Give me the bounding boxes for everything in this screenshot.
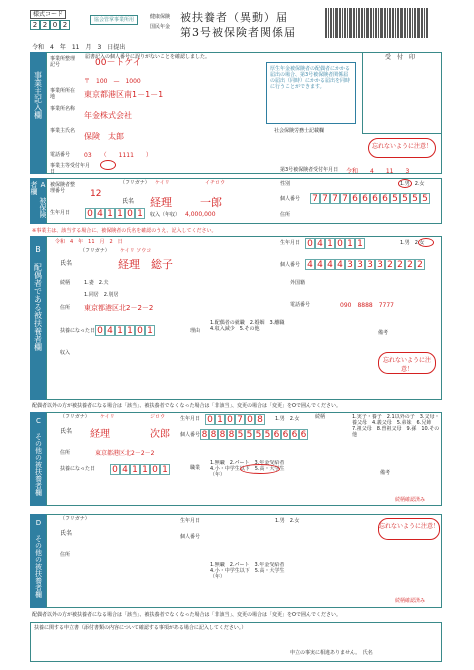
digit: 1 bbox=[215, 414, 225, 425]
insured-section-label: A 被保険者欄 bbox=[30, 178, 46, 224]
spouse-gender-circle bbox=[418, 238, 434, 247]
insured-gender-label: 性別 bbox=[280, 181, 291, 187]
digit: 6 bbox=[360, 193, 370, 204]
title-line1: 被扶養者（異動）届 bbox=[180, 11, 288, 24]
spouse-name-label: 氏名 bbox=[60, 260, 73, 267]
insured-gender-options: 1.男 2.女 bbox=[400, 181, 425, 187]
business-name: 年金株式会社 bbox=[84, 111, 132, 120]
digit: 1 bbox=[115, 325, 125, 336]
form-code-digit: 2 bbox=[40, 20, 50, 30]
other2-address-label: 住所 bbox=[60, 552, 71, 558]
spouse-phone: 090 8888 7777 bbox=[340, 302, 394, 309]
submit-date: 令和 4 年 11 月 3 日提出 bbox=[32, 44, 126, 51]
digit: 7 bbox=[235, 414, 245, 425]
digit: 1 bbox=[115, 208, 125, 219]
digit: 3 bbox=[345, 259, 355, 270]
other1-mynumber-digits bbox=[200, 429, 308, 440]
digit: 6 bbox=[370, 193, 380, 204]
digit: 3 bbox=[375, 259, 385, 270]
callout-spouse: 忘れないように注意！ bbox=[378, 352, 436, 374]
digit: 1 bbox=[145, 325, 155, 336]
form-code-digit: 2 bbox=[60, 20, 70, 30]
other1-note-label: 備考 bbox=[380, 470, 391, 476]
other1-section-label: C その他の被扶養者欄 bbox=[30, 412, 46, 506]
spouse-kana: ケイリ ソウコ bbox=[120, 248, 152, 254]
insured-birth-label: 生年月日 bbox=[50, 210, 71, 216]
digit: 4 bbox=[335, 259, 345, 270]
insured-mynumber-digits bbox=[310, 193, 430, 204]
digit: 8 bbox=[228, 429, 235, 440]
spouse-birth-label: 生年月日 bbox=[280, 240, 301, 246]
insured-number: 12 bbox=[90, 189, 102, 199]
digit: 0 bbox=[305, 238, 315, 249]
digit: 5 bbox=[264, 429, 271, 440]
business-section-label: 事業主記入欄 bbox=[30, 52, 46, 174]
digit: 4 bbox=[315, 238, 325, 249]
digit: 0 bbox=[95, 325, 105, 336]
spouse-name: 経理 総子 bbox=[118, 258, 173, 271]
digit: 4 bbox=[305, 259, 315, 270]
other1-gender-options: 1.男 2.女 bbox=[275, 416, 300, 422]
digit: 5 bbox=[410, 193, 420, 204]
digit: 8 bbox=[210, 429, 217, 440]
spouse-start-label: 扶養になった日 bbox=[60, 328, 96, 334]
digit: 1 bbox=[325, 238, 335, 249]
spouse-relation-label: 続柄 bbox=[60, 280, 71, 286]
insured-number-label: 被保険者整理番号 bbox=[50, 182, 76, 194]
callout-insured: 忘れないように注意！ bbox=[368, 138, 436, 158]
other2-kana-label: （フリガナ） bbox=[60, 516, 90, 522]
received-stamp-box bbox=[362, 52, 442, 134]
spouse-reason-label: 理由 bbox=[190, 328, 201, 334]
spouse-address-label: 住所 bbox=[60, 305, 71, 311]
insured-given: 一郎 bbox=[200, 196, 222, 209]
digit: 0 bbox=[335, 238, 345, 249]
digit: 1 bbox=[125, 325, 135, 336]
insured-name-label: 氏名 bbox=[122, 198, 135, 205]
spouse-mynumber-label: 個人番号 bbox=[280, 262, 301, 268]
insured-kana-given: イチロウ bbox=[205, 180, 226, 186]
spouse-bottom-note: 配偶者以外の方が被扶養者になる場合は「該当」、被扶養者でなくなった場合は「非該当」、変更の場合は「変更」をOで囲んでください。 bbox=[32, 403, 341, 409]
insured-kana-surname: ケイリ bbox=[155, 180, 170, 186]
other2-name-label: 氏名 bbox=[60, 530, 73, 537]
spouse-status-options: 1.同居 2.別居 bbox=[84, 292, 119, 298]
other2-section-label: D その他の被扶養者欄 bbox=[30, 514, 46, 608]
digit: 0 bbox=[85, 208, 95, 219]
office-code: 00－トケイ bbox=[95, 58, 142, 68]
other1-address: 東京都港区北2－2－2 bbox=[95, 450, 155, 457]
digit: 3 bbox=[365, 259, 375, 270]
business-zip: 〒 100 — 1000 bbox=[84, 78, 141, 85]
digit: 7 bbox=[310, 193, 320, 204]
declaration-signature: 申立の事実に相違ありません。 氏名 bbox=[290, 650, 373, 656]
business-phone: 03 （ 1111 ） bbox=[84, 152, 152, 159]
digit: 6 bbox=[380, 193, 390, 204]
digit: 6 bbox=[300, 429, 307, 440]
stamp-label: 協会管掌事業所用 bbox=[90, 15, 138, 25]
digit: 2 bbox=[385, 259, 395, 270]
info-box: 厚生年金被保険者の配偶者にかかる届出の場合、第3号被保険者関係届の届出（同時）にかかる届出を同時に行うことができます。 bbox=[266, 62, 356, 124]
other1-address-label: 住所 bbox=[60, 450, 71, 456]
digit: 5 bbox=[246, 429, 253, 440]
title-line2: 第3号被保険者関係届 bbox=[180, 26, 296, 39]
labor-label: 社会保険労務士記載欄 bbox=[274, 128, 325, 134]
spouse-address: 東京都港区北2－2－2 bbox=[84, 304, 154, 312]
digit: 5 bbox=[390, 193, 400, 204]
digit: 5 bbox=[400, 193, 410, 204]
insured-income: 4,000,000 bbox=[185, 211, 216, 218]
digit: 2 bbox=[405, 259, 415, 270]
digit: 2 bbox=[415, 259, 425, 270]
digit: 1 bbox=[135, 208, 145, 219]
digit: 4 bbox=[95, 208, 105, 219]
spouse-birth-digits bbox=[305, 238, 365, 249]
spouse-note-label: 備考 bbox=[378, 330, 389, 336]
insured-birth-digits bbox=[85, 208, 145, 219]
spouse-gender-options: 1.男 2.女 bbox=[400, 240, 425, 246]
digit: 8 bbox=[201, 429, 208, 440]
spouse-phone-label: 電話番号 bbox=[290, 302, 311, 308]
other1-kana-label: （フリガナ） bbox=[60, 414, 90, 420]
digit: 1 bbox=[105, 208, 115, 219]
spouse-relation-options: 1.妻 2.夫 bbox=[84, 280, 109, 286]
digit: 8 bbox=[255, 414, 265, 425]
other2-mynumber-label: 個人番号 bbox=[180, 534, 201, 540]
other1-birth-digits bbox=[205, 414, 265, 425]
footer-instruction: 配偶者以外の方が被扶養者になる場合は「該当」、被扶養者でなくなった場合は「非該当」、変更の場合は「変更」をOで囲んでください。 bbox=[32, 612, 341, 618]
digit: 8 bbox=[219, 429, 226, 440]
insured-kana-label: （フリガナ） bbox=[120, 180, 150, 186]
other2-gender-options: 1.男 2.女 bbox=[275, 518, 300, 524]
received-label: 受 付 印 bbox=[385, 54, 416, 61]
insured-surname: 経理 bbox=[150, 196, 172, 209]
digit: 5 bbox=[237, 429, 244, 440]
digit: 0 bbox=[135, 325, 145, 336]
business-note-top: 届書記入の個人番号に誤りがないことを確認しました。 bbox=[85, 54, 211, 60]
other1-occupation-circle bbox=[240, 464, 280, 474]
other1-name-label: 氏名 bbox=[60, 428, 73, 435]
digit: 5 bbox=[420, 193, 430, 204]
digit: 0 bbox=[225, 414, 235, 425]
spouse-notice: ※事業主は、該当する場合に、被保険者の氏名を確認のうえ、記入してください。 bbox=[32, 228, 217, 234]
other2-check-label: 続柄確認済み bbox=[395, 598, 426, 604]
other1-start-digits bbox=[110, 464, 170, 475]
digit: 6 bbox=[350, 193, 360, 204]
declaration-note: 扶養に関する申立書（添付書類の内容について確認する事項がある場合に記入してください。） bbox=[34, 625, 247, 631]
spouse-mynumber-digits bbox=[305, 259, 425, 270]
digit: 1 bbox=[160, 464, 170, 475]
form-code-label: 様式コード bbox=[30, 10, 66, 19]
digit: 3 bbox=[355, 259, 365, 270]
spouse-kana-label: （フリガナ） bbox=[80, 248, 110, 254]
form-code-digits bbox=[30, 20, 70, 30]
business-owner: 保険 太郎 bbox=[84, 132, 124, 141]
digit: 6 bbox=[282, 429, 289, 440]
digit: 1 bbox=[345, 238, 355, 249]
digit: 7 bbox=[340, 193, 350, 204]
receive-date-label: 事業主等受付年月日 bbox=[50, 163, 91, 175]
third-label: 第3号被保険者受付年月日 bbox=[280, 167, 339, 173]
other1-relation-label: 続柄 bbox=[315, 414, 326, 420]
digit: 4 bbox=[120, 464, 130, 475]
spouse-section-label: B 配偶者である被扶養者欄 bbox=[30, 236, 46, 400]
digit: 0 bbox=[245, 414, 255, 425]
insured-income-label: 収入（年収） bbox=[150, 212, 181, 218]
barcode bbox=[325, 8, 428, 38]
other1-kana-surname: ケイリ bbox=[100, 414, 115, 420]
digit: 1 bbox=[140, 464, 150, 475]
type-pension: 国民年金 bbox=[150, 24, 171, 30]
other2-birth-label: 生年月日 bbox=[180, 518, 201, 524]
spouse-reason-options: 1.配偶者の就職 2.婚姻 3.離職 4.収入減少 5.その他 bbox=[210, 320, 290, 332]
digit: 5 bbox=[255, 429, 262, 440]
digit: 4 bbox=[105, 325, 115, 336]
receive-circle bbox=[100, 160, 116, 170]
digit: 6 bbox=[273, 429, 280, 440]
spouse-foreign-label: 外国籍 bbox=[290, 280, 306, 286]
spouse-start-digits bbox=[95, 325, 155, 336]
spouse-income-label: 収入 bbox=[60, 350, 71, 356]
digit: 7 bbox=[320, 193, 330, 204]
digit: 6 bbox=[291, 429, 298, 440]
form-code-digit: 2 bbox=[30, 20, 40, 30]
digit: 0 bbox=[205, 414, 215, 425]
insured-mynumber-label: 個人番号 bbox=[280, 196, 301, 202]
insured-address-label: 住所 bbox=[280, 212, 291, 218]
digit: 1 bbox=[130, 464, 140, 475]
type-health: 健康保険 bbox=[150, 14, 171, 20]
other1-start-label: 扶養になった日 bbox=[60, 466, 96, 472]
digit: 7 bbox=[330, 193, 340, 204]
digit: 0 bbox=[110, 464, 120, 475]
business-address: 東京都港区南1－1－1 bbox=[84, 90, 164, 99]
other1-check-label: 続柄確認済み bbox=[395, 497, 426, 503]
address-label: 事業所所在地 bbox=[50, 88, 76, 100]
receive-date: 令和 4 11 3 bbox=[346, 168, 410, 175]
other1-surname: 経理 bbox=[90, 429, 110, 440]
digit: 4 bbox=[315, 259, 325, 270]
digit: 1 bbox=[355, 238, 365, 249]
owner-label: 事業主氏名 bbox=[50, 128, 76, 134]
other1-relation-options: 1.実子・養子 2.1以外の子 3.父母・養父母 4.義父母 5.弟妹 6.兄姉 7.祖父母 8.曽祖父母 9.孫 10.その他 bbox=[352, 414, 440, 438]
other1-mynumber-label: 個人番号 bbox=[180, 432, 201, 438]
other1-occupation-label: 職業 bbox=[190, 465, 201, 471]
other1-given: 次郎 bbox=[150, 429, 170, 440]
digit: 4 bbox=[325, 259, 335, 270]
office-code-label: 事業所整理記号 bbox=[50, 56, 76, 68]
digit: 0 bbox=[150, 464, 160, 475]
callout-other2: 忘れないように注意！ bbox=[378, 518, 440, 540]
other2-occupation-options: 1.無職 2.パート 3.年金受給者 4.小・中学生以下 5.高・大学生（年） bbox=[210, 562, 290, 580]
spouse-date-note: 令和 4 年 11 月 2 日 bbox=[55, 239, 123, 245]
other1-occupation-options: 1.無職 2.パート 3.年金受給者 4.小・中学生以下 5.高・大学生（年） bbox=[210, 460, 290, 478]
other1-birth-label: 生年月日 bbox=[180, 416, 201, 422]
other1-kana-given: ジロウ bbox=[150, 414, 166, 420]
digit: 2 bbox=[395, 259, 405, 270]
insured-gender-circle bbox=[398, 179, 412, 188]
business-name-label: 事業所名称 bbox=[50, 106, 76, 112]
form-code-digit: 0 bbox=[50, 20, 60, 30]
digit: 0 bbox=[125, 208, 135, 219]
phone-label: 電話番号 bbox=[50, 152, 71, 158]
